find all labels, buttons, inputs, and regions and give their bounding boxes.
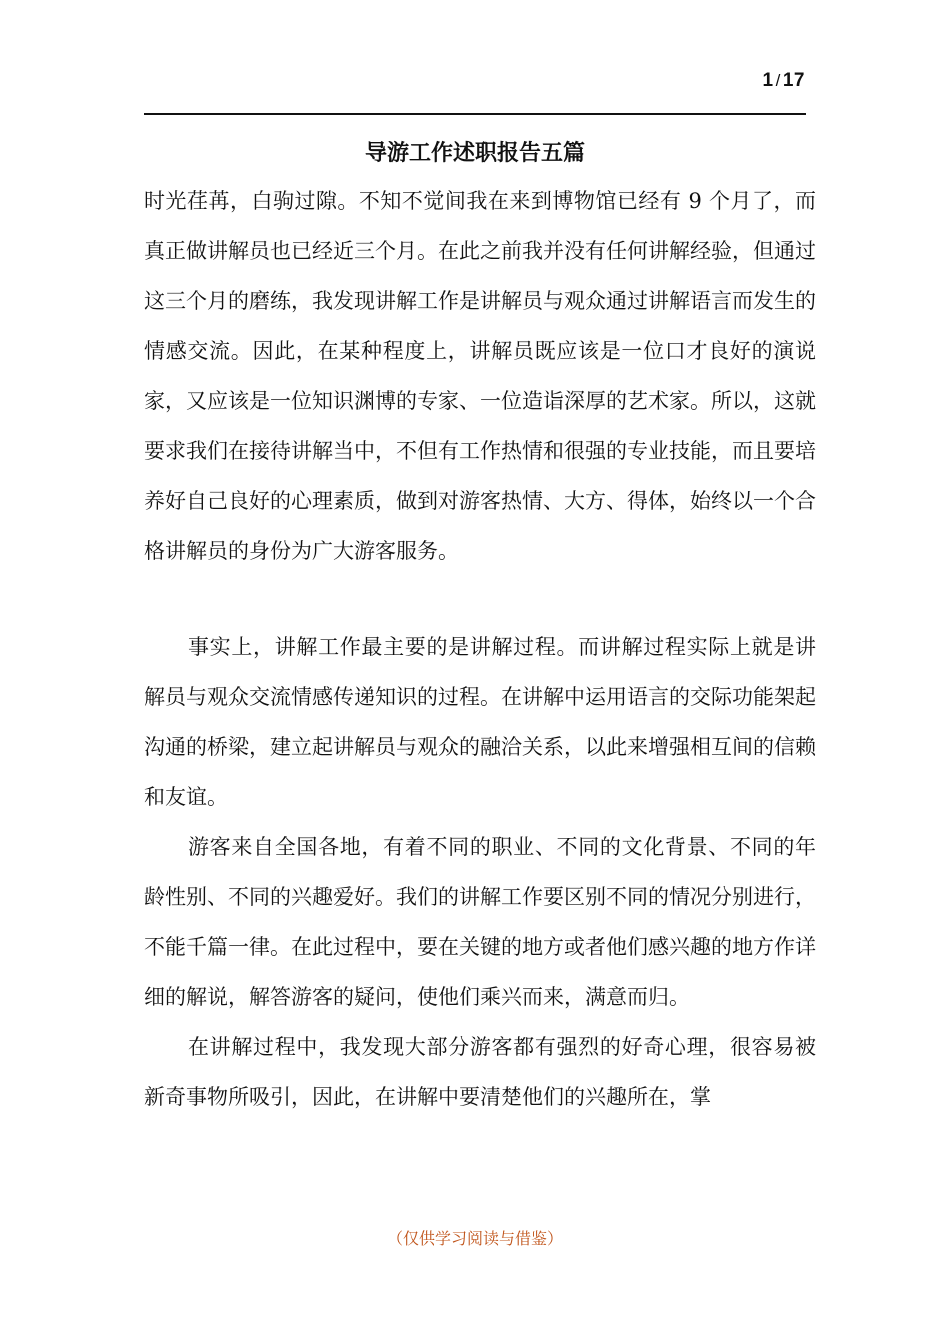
document-title: 导游工作述职报告五篇 [364,141,585,166]
footer-note: （仅供学习阅读与借鉴） [386,1229,563,1248]
paragraph-2: 事实上，讲解工作最主要的是讲解过程。而讲解过程实际上就是讲解员与观众交流情感传递知识的过程。在讲解中运用语言的交际功能架起沟通的桥梁，建立起讲解员与观众的融洽关系，以此来增强相互间的信赖和友谊。 [144,635,816,809]
paragraph-1: 时光荏苒，白驹过隙。不知不觉间我在来到博物馆已经有 9 个月了，而真正做讲解员也已经近三个月。在此之前我并没有任何讲解经验，但通过这三个月的磨练，我发现讲解工作是讲解员与观众通过讲解语言而发生的情感交流。因此，在某种程度上，讲解员既应该是一位口才良好的演说家，又应该是一位知识渊博的专家、一位造诣深厚的艺术家。所以，这就要求我们在接待讲解当中，不但有工作热情和很强的专业技能，而且要培养好自己良好的心理素质，做到对游客热情、大方、得体，始终以一个合格讲解员的身份为广大游客服务。 [144,189,816,563]
paragraph-spacer [144,576,816,622]
page-separator: / [775,71,781,90]
paragraph-4: 在讲解过程中，我发现大部分游客都有强烈的好奇心理，很容易被新奇事物所吸引，因此，在讲解中要清楚他们的兴趣所在，掌 [144,1035,816,1109]
header-divider [144,113,806,115]
document-body [144,176,816,1122]
page-number [763,70,805,92]
page-current: 1 [762,70,774,91]
page-total: 17 [782,70,805,91]
paragraph-3: 游客来自全国各地，有着不同的职业、不同的文化背景、不同的年龄性别、不同的兴趣爱好。我们的讲解工作要区别不同的情况分别进行，不能千篇一律。在此过程中，要在关键的地方或者他们感兴趣的地方作详细的解说，解答游客的疑问，使他们乘兴而来，满意而归。 [144,835,816,1009]
